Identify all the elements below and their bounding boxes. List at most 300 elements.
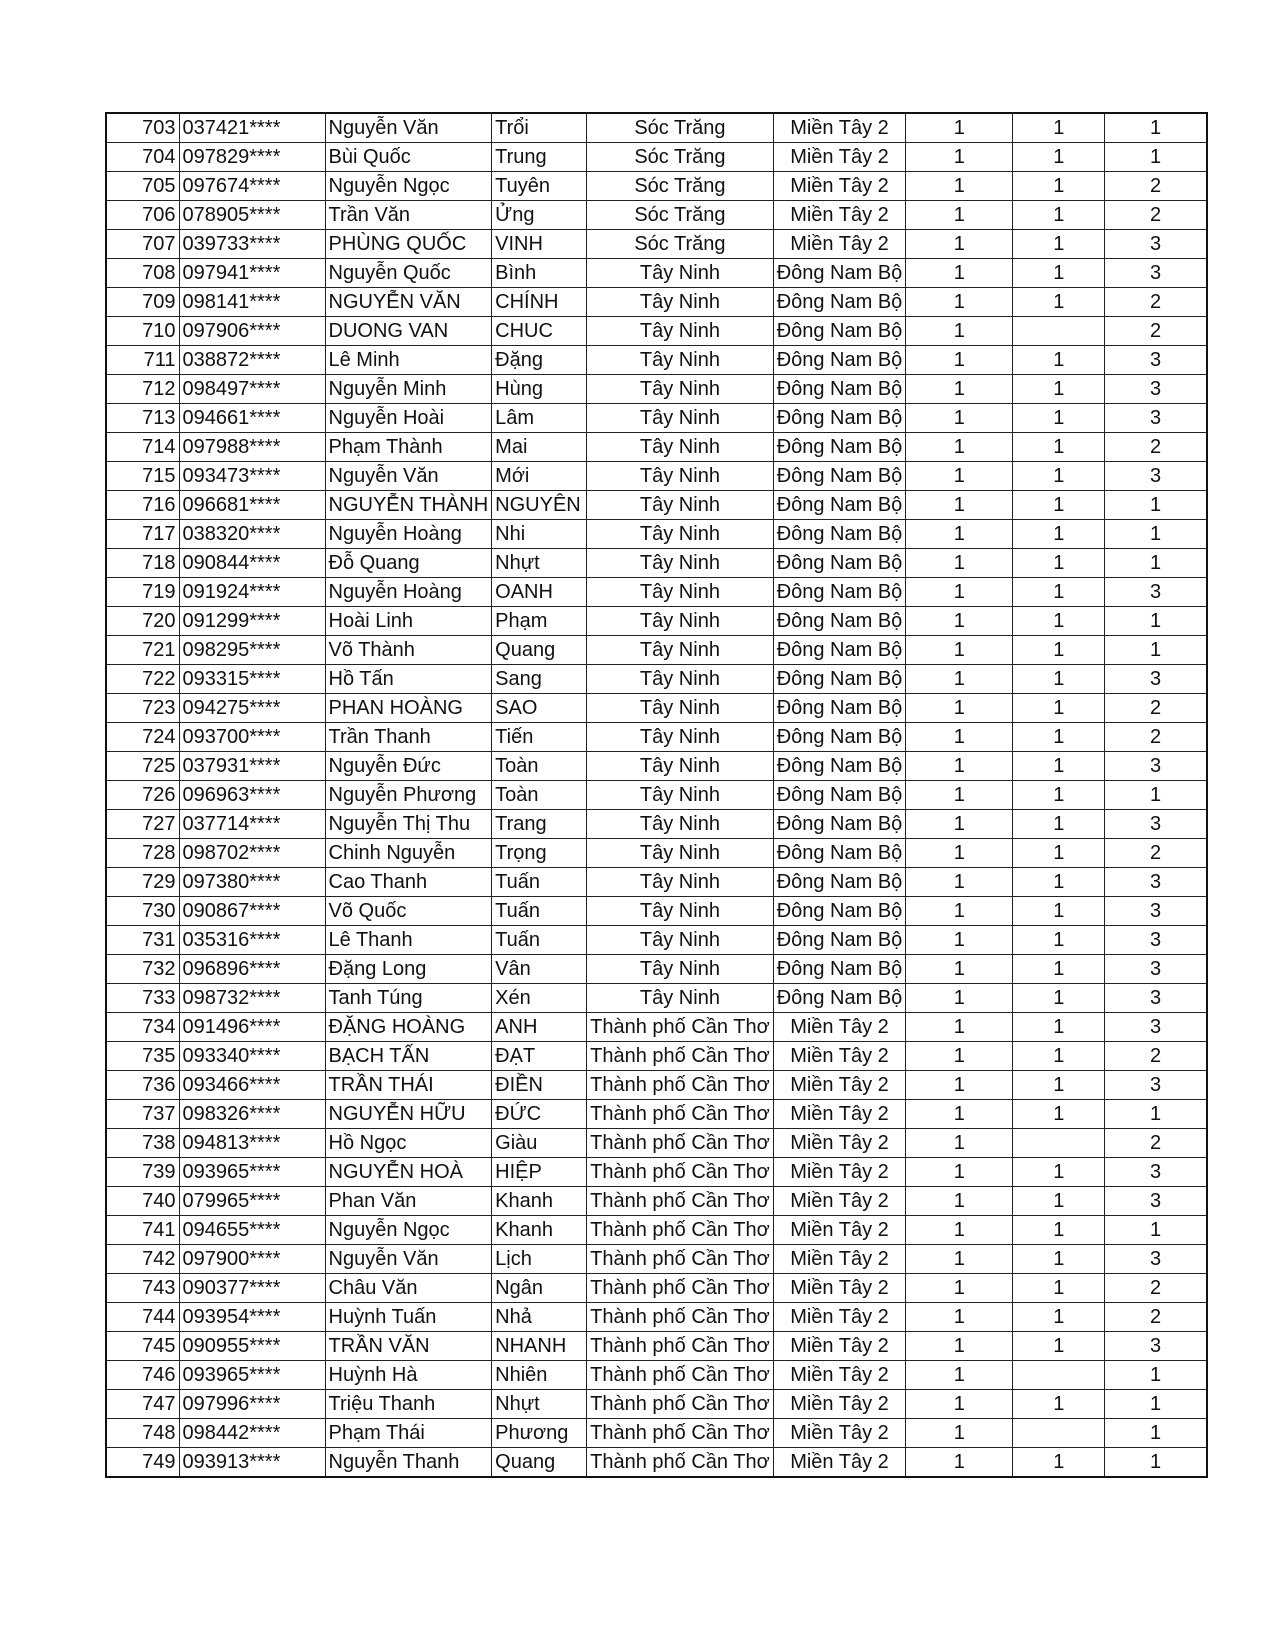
given-name-text: Quang [495, 1451, 556, 1473]
cell-province [587, 433, 774, 462]
cell-region [773, 462, 906, 491]
table-row [106, 462, 1207, 491]
cell-given-name [492, 781, 587, 810]
phone-masked-text: 091924**** [182, 581, 281, 603]
cell-province [587, 984, 774, 1013]
table-row [106, 259, 1207, 288]
cell-province [587, 462, 774, 491]
cell-family-middle-name [325, 433, 492, 462]
value-col-2-text: 1 [1053, 1306, 1065, 1328]
family-middle-name-text: Lê Minh [328, 349, 400, 371]
cell-value-col-3 [1105, 404, 1207, 433]
table-row [106, 1129, 1207, 1158]
cell-province [587, 1332, 774, 1361]
cell-province [587, 259, 774, 288]
phone-masked-text: 093340**** [182, 1045, 281, 1067]
region-text: Đông Nam Bộ [776, 900, 903, 922]
phone-masked-text: 079965**** [182, 1190, 281, 1212]
value-col-1-text: 1 [953, 958, 965, 980]
row-number-text: 736 [142, 1074, 176, 1096]
cell-family-middle-name [325, 1390, 492, 1419]
province-text: Tây Ninh [639, 494, 720, 516]
region-text: Miền Tây 2 [790, 1190, 889, 1212]
cell-value-col-3 [1105, 897, 1207, 926]
cell-row-number [106, 1187, 179, 1216]
given-name-text: OANH [495, 581, 553, 603]
row-number-text: 726 [142, 784, 176, 806]
cell-value-col-3 [1105, 868, 1207, 897]
family-middle-name-text: Nguyễn Thanh [328, 1451, 460, 1473]
row-number-text: 704 [142, 146, 176, 168]
cell-province [587, 636, 774, 665]
value-col-1-text: 1 [953, 1422, 965, 1444]
cell-value-col-1 [906, 607, 1013, 636]
cell-value-col-3 [1105, 810, 1207, 839]
value-col-1-text: 1 [953, 668, 965, 690]
cell-value-col-2 [1013, 1245, 1105, 1274]
cell-value-col-2 [1013, 1071, 1105, 1100]
region-text: Miền Tây 2 [790, 1074, 889, 1096]
row-number-text: 745 [142, 1335, 176, 1357]
row-number-text: 703 [142, 117, 176, 139]
table-row [106, 1419, 1207, 1448]
cell-value-col-2 [1013, 201, 1105, 230]
row-number-text: 716 [142, 494, 176, 516]
value-col-2-text: 1 [1053, 1045, 1065, 1067]
value-col-3-text: 1 [1150, 146, 1162, 168]
cell-region [773, 839, 906, 868]
family-middle-name-text: Hồ Ngọc [328, 1132, 407, 1154]
cell-phone-masked [179, 839, 325, 868]
cell-family-middle-name [325, 201, 492, 230]
row-number-text: 734 [142, 1016, 176, 1038]
cell-value-col-1 [906, 404, 1013, 433]
cell-value-col-2 [1013, 317, 1105, 346]
cell-row-number [106, 1071, 179, 1100]
value-col-3-text: 3 [1150, 1248, 1162, 1270]
row-number-text: 741 [142, 1219, 176, 1241]
cell-region [773, 1187, 906, 1216]
value-col-1-text: 1 [953, 1074, 965, 1096]
cell-row-number [106, 549, 179, 578]
cell-phone-masked [179, 1013, 325, 1042]
region-text: Miền Tây 2 [790, 1248, 889, 1270]
cell-province [587, 113, 774, 143]
cell-given-name [492, 868, 587, 897]
cell-value-col-3 [1105, 462, 1207, 491]
table-row [106, 578, 1207, 607]
phone-masked-text: 098732**** [182, 987, 281, 1009]
given-name-text: Vân [495, 958, 531, 980]
cell-phone-masked [179, 288, 325, 317]
cell-value-col-3 [1105, 1390, 1207, 1419]
value-col-3-text: 1 [1150, 1393, 1162, 1415]
table-row [106, 1245, 1207, 1274]
cell-phone-masked [179, 607, 325, 636]
table-row [106, 1303, 1207, 1332]
cell-value-col-3 [1105, 1332, 1207, 1361]
cell-value-col-2 [1013, 984, 1105, 1013]
cell-given-name [492, 549, 587, 578]
cell-region [773, 1245, 906, 1274]
given-name-text: Trang [495, 813, 547, 835]
cell-family-middle-name [325, 723, 492, 752]
phone-masked-text: 038872**** [182, 349, 281, 371]
phone-masked-text: 098295**** [182, 639, 281, 661]
row-number-text: 707 [142, 233, 176, 255]
cell-region [773, 1158, 906, 1187]
value-col-2-text: 1 [1053, 291, 1065, 313]
value-col-1-text: 1 [953, 378, 965, 400]
value-col-2-text: 1 [1053, 1451, 1065, 1473]
family-middle-name-text: NGUYỄN HOÀ [328, 1161, 463, 1183]
value-col-1-text: 1 [953, 726, 965, 748]
cell-phone-masked [179, 491, 325, 520]
cell-province [587, 491, 774, 520]
cell-given-name [492, 288, 587, 317]
cell-given-name [492, 1419, 587, 1448]
phone-masked-text: 093965**** [182, 1161, 281, 1183]
row-number-text: 743 [142, 1277, 176, 1299]
cell-province [587, 665, 774, 694]
phone-masked-text: 093473**** [182, 465, 281, 487]
cell-value-col-3 [1105, 491, 1207, 520]
province-text: Tây Ninh [639, 349, 720, 371]
given-name-text: Lịch [495, 1248, 532, 1270]
cell-value-col-1 [906, 172, 1013, 201]
value-col-2-text: 1 [1053, 639, 1065, 661]
table-row [106, 665, 1207, 694]
cell-value-col-3 [1105, 375, 1207, 404]
cell-value-col-2 [1013, 520, 1105, 549]
value-col-3-text: 3 [1150, 1190, 1162, 1212]
cell-row-number [106, 665, 179, 694]
cell-phone-masked [179, 1100, 325, 1129]
phone-masked-text: 037714**** [182, 813, 281, 835]
cell-family-middle-name [325, 868, 492, 897]
cell-value-col-3 [1105, 1013, 1207, 1042]
row-number-text: 713 [142, 407, 176, 429]
given-name-text: Toàn [495, 755, 539, 777]
phone-masked-text: 094275**** [182, 697, 281, 719]
table-row [106, 346, 1207, 375]
region-text: Miền Tây 2 [790, 1422, 889, 1444]
cell-row-number [106, 723, 179, 752]
family-middle-name-text: Triệu Thanh [328, 1393, 436, 1415]
cell-phone-masked [179, 926, 325, 955]
cell-given-name [492, 926, 587, 955]
value-col-1-text: 1 [953, 204, 965, 226]
cell-province [587, 607, 774, 636]
phone-masked-text: 093954**** [182, 1306, 281, 1328]
value-col-1-text: 1 [953, 349, 965, 371]
cell-phone-masked [179, 955, 325, 984]
phone-masked-text: 098141**** [182, 291, 281, 313]
phone-masked-text: 097906**** [182, 320, 281, 342]
region-text: Đông Nam Bộ [776, 726, 903, 748]
cell-province [587, 1187, 774, 1216]
phone-masked-text: 038320**** [182, 523, 281, 545]
province-text: Tây Ninh [639, 813, 720, 835]
cell-region [773, 520, 906, 549]
province-text: Thành phố Cần Thơ [590, 1451, 770, 1473]
value-col-2-text: 1 [1053, 958, 1065, 980]
cell-region [773, 955, 906, 984]
cell-row-number [106, 578, 179, 607]
cell-value-col-2 [1013, 1013, 1105, 1042]
value-col-2-text: 1 [1053, 407, 1065, 429]
cell-family-middle-name [325, 665, 492, 694]
region-text: Miền Tây 2 [790, 1045, 889, 1067]
phone-masked-text: 093700**** [182, 726, 281, 748]
cell-province [587, 955, 774, 984]
phone-masked-text: 094661**** [182, 407, 281, 429]
cell-region [773, 1042, 906, 1071]
cell-province [587, 1013, 774, 1042]
value-col-2-text: 1 [1053, 929, 1065, 951]
cell-row-number [106, 1332, 179, 1361]
province-text: Thành phố Cần Thơ [590, 1248, 770, 1270]
cell-value-col-3 [1105, 1129, 1207, 1158]
family-middle-name-text: BẠCH TẤN [328, 1045, 430, 1067]
given-name-text: Hùng [495, 378, 543, 400]
value-col-3-text: 3 [1150, 407, 1162, 429]
province-text: Tây Ninh [639, 697, 720, 719]
given-name-text: Bình [495, 262, 537, 284]
row-number-text: 714 [142, 436, 176, 458]
cell-region [773, 1100, 906, 1129]
value-col-2-text: 1 [1053, 1103, 1065, 1125]
cell-phone-masked [179, 665, 325, 694]
family-middle-name-text: Hoài Linh [328, 610, 414, 632]
given-name-text: Tuấn [495, 900, 540, 922]
family-middle-name-text: Võ Thành [328, 639, 415, 661]
value-col-1-text: 1 [953, 581, 965, 603]
cell-province [587, 520, 774, 549]
cell-value-col-2 [1013, 172, 1105, 201]
cell-given-name [492, 752, 587, 781]
cell-province [587, 404, 774, 433]
value-col-1-text: 1 [953, 436, 965, 458]
cell-value-col-3 [1105, 839, 1207, 868]
cell-row-number [106, 694, 179, 723]
cell-province [587, 1158, 774, 1187]
cell-family-middle-name [325, 259, 492, 288]
cell-row-number [106, 1100, 179, 1129]
row-number-text: 725 [142, 755, 176, 777]
value-col-3-text: 2 [1150, 842, 1162, 864]
value-col-1-text: 1 [953, 1393, 965, 1415]
value-col-2-text: 1 [1053, 1074, 1065, 1096]
cell-value-col-3 [1105, 665, 1207, 694]
table-row [106, 1187, 1207, 1216]
cell-given-name [492, 143, 587, 172]
given-name-text: VINH [495, 233, 543, 255]
cell-given-name [492, 1361, 587, 1390]
phone-masked-text: 097380**** [182, 871, 281, 893]
cell-province [587, 1129, 774, 1158]
cell-row-number [106, 636, 179, 665]
cell-given-name [492, 839, 587, 868]
cell-given-name [492, 665, 587, 694]
given-name-text: Trọng [495, 842, 547, 864]
province-text: Tây Ninh [639, 407, 720, 429]
cell-value-col-2 [1013, 1448, 1105, 1478]
value-col-3-text: 2 [1150, 1132, 1162, 1154]
cell-value-col-3 [1105, 433, 1207, 462]
value-col-1-text: 1 [953, 639, 965, 661]
cell-family-middle-name [325, 781, 492, 810]
value-col-3-text: 1 [1150, 1219, 1162, 1241]
cell-row-number [106, 520, 179, 549]
value-col-2-text: 1 [1053, 1248, 1065, 1270]
region-text: Đông Nam Bộ [776, 958, 903, 980]
cell-row-number [106, 1129, 179, 1158]
value-col-3-text: 3 [1150, 755, 1162, 777]
cell-value-col-1 [906, 259, 1013, 288]
phone-masked-text: 097941**** [182, 262, 281, 284]
cell-value-col-2 [1013, 897, 1105, 926]
cell-value-col-3 [1105, 172, 1207, 201]
value-col-1-text: 1 [953, 117, 965, 139]
cell-given-name [492, 578, 587, 607]
cell-value-col-2 [1013, 1361, 1105, 1390]
cell-family-middle-name [325, 1100, 492, 1129]
cell-region [773, 1274, 906, 1303]
cell-row-number [106, 1419, 179, 1448]
cell-value-col-2 [1013, 781, 1105, 810]
value-col-3-text: 1 [1150, 1103, 1162, 1125]
cell-value-col-3 [1105, 143, 1207, 172]
region-text: Đông Nam Bộ [776, 581, 903, 603]
table-row [106, 113, 1207, 143]
value-col-3-text: 3 [1150, 1335, 1162, 1357]
cell-phone-masked [179, 636, 325, 665]
cell-family-middle-name [325, 491, 492, 520]
value-col-1-text: 1 [953, 1248, 965, 1270]
region-text: Đông Nam Bộ [776, 929, 903, 951]
cell-region [773, 549, 906, 578]
cell-phone-masked [179, 781, 325, 810]
cell-phone-masked [179, 433, 325, 462]
cell-given-name [492, 172, 587, 201]
cell-phone-masked [179, 1448, 325, 1478]
cell-value-col-1 [906, 781, 1013, 810]
province-text: Thành phố Cần Thơ [590, 1161, 770, 1183]
province-text: Tây Ninh [639, 610, 720, 632]
value-col-2-text: 1 [1053, 146, 1065, 168]
cell-province [587, 346, 774, 375]
given-name-text: Lâm [495, 407, 535, 429]
given-name-text: Tuyên [495, 175, 550, 197]
cell-family-middle-name [325, 1129, 492, 1158]
cell-phone-masked [179, 1129, 325, 1158]
table-row [106, 781, 1207, 810]
cell-region [773, 781, 906, 810]
given-name-text: Nhiên [495, 1364, 548, 1386]
family-middle-name-text: Trần Văn [328, 204, 411, 226]
family-middle-name-text: Nguyễn Hoài [328, 407, 445, 429]
cell-province [587, 230, 774, 259]
cell-province [587, 897, 774, 926]
cell-province [587, 1100, 774, 1129]
region-text: Miền Tây 2 [790, 146, 889, 168]
region-text: Đông Nam Bộ [776, 465, 903, 487]
cell-value-col-3 [1105, 520, 1207, 549]
row-number-text: 735 [142, 1045, 176, 1067]
cell-value-col-3 [1105, 607, 1207, 636]
family-middle-name-text: Châu Văn [328, 1277, 418, 1299]
cell-row-number [106, 259, 179, 288]
family-middle-name-text: Nguyễn Ngọc [328, 1219, 450, 1241]
given-name-text: ĐIỀN [495, 1074, 543, 1096]
region-text: Đông Nam Bộ [776, 349, 903, 371]
value-col-3-text: 1 [1150, 610, 1162, 632]
province-text: Thành phố Cần Thơ [590, 1335, 770, 1357]
province-text: Tây Ninh [639, 784, 720, 806]
table-row [106, 549, 1207, 578]
table-row [106, 1100, 1207, 1129]
region-text: Đông Nam Bộ [776, 523, 903, 545]
value-col-3-text: 3 [1150, 581, 1162, 603]
cell-family-middle-name [325, 288, 492, 317]
cell-row-number [106, 462, 179, 491]
cell-value-col-3 [1105, 1419, 1207, 1448]
cell-phone-masked [179, 172, 325, 201]
province-text: Sóc Trăng [634, 146, 726, 168]
cell-phone-masked [179, 404, 325, 433]
cell-phone-masked [179, 897, 325, 926]
cell-given-name [492, 462, 587, 491]
cell-phone-masked [179, 1332, 325, 1361]
cell-row-number [106, 1042, 179, 1071]
cell-phone-masked [179, 462, 325, 491]
family-middle-name-text: Phạm Thái [328, 1422, 425, 1444]
cell-value-col-1 [906, 288, 1013, 317]
cell-region [773, 926, 906, 955]
cell-family-middle-name [325, 346, 492, 375]
cell-phone-masked [179, 1419, 325, 1448]
cell-family-middle-name [325, 1013, 492, 1042]
value-col-1-text: 1 [953, 1016, 965, 1038]
table-row [106, 752, 1207, 781]
province-text: Thành phố Cần Thơ [590, 1074, 770, 1096]
cell-value-col-1 [906, 665, 1013, 694]
cell-row-number [106, 230, 179, 259]
cell-region [773, 259, 906, 288]
family-middle-name-text: NGUYỄN THÀNH [328, 494, 489, 516]
cell-value-col-1 [906, 491, 1013, 520]
cell-value-col-3 [1105, 636, 1207, 665]
value-col-3-text: 3 [1150, 668, 1162, 690]
region-text: Miền Tây 2 [790, 1161, 889, 1183]
phone-masked-text: 037421**** [182, 117, 281, 139]
value-col-3-text: 1 [1150, 494, 1162, 516]
province-text: Thành phố Cần Thơ [590, 1132, 770, 1154]
cell-phone-masked [179, 1361, 325, 1390]
value-col-3-text: 3 [1150, 871, 1162, 893]
row-number-text: 709 [142, 291, 176, 313]
cell-province [587, 810, 774, 839]
cell-phone-masked [179, 143, 325, 172]
cell-family-middle-name [325, 230, 492, 259]
cell-given-name [492, 636, 587, 665]
phone-masked-text: 090955**** [182, 1335, 281, 1357]
value-col-1-text: 1 [953, 842, 965, 864]
value-col-1-text: 1 [953, 1132, 965, 1154]
cell-province [587, 1361, 774, 1390]
value-col-3-text: 3 [1150, 813, 1162, 835]
